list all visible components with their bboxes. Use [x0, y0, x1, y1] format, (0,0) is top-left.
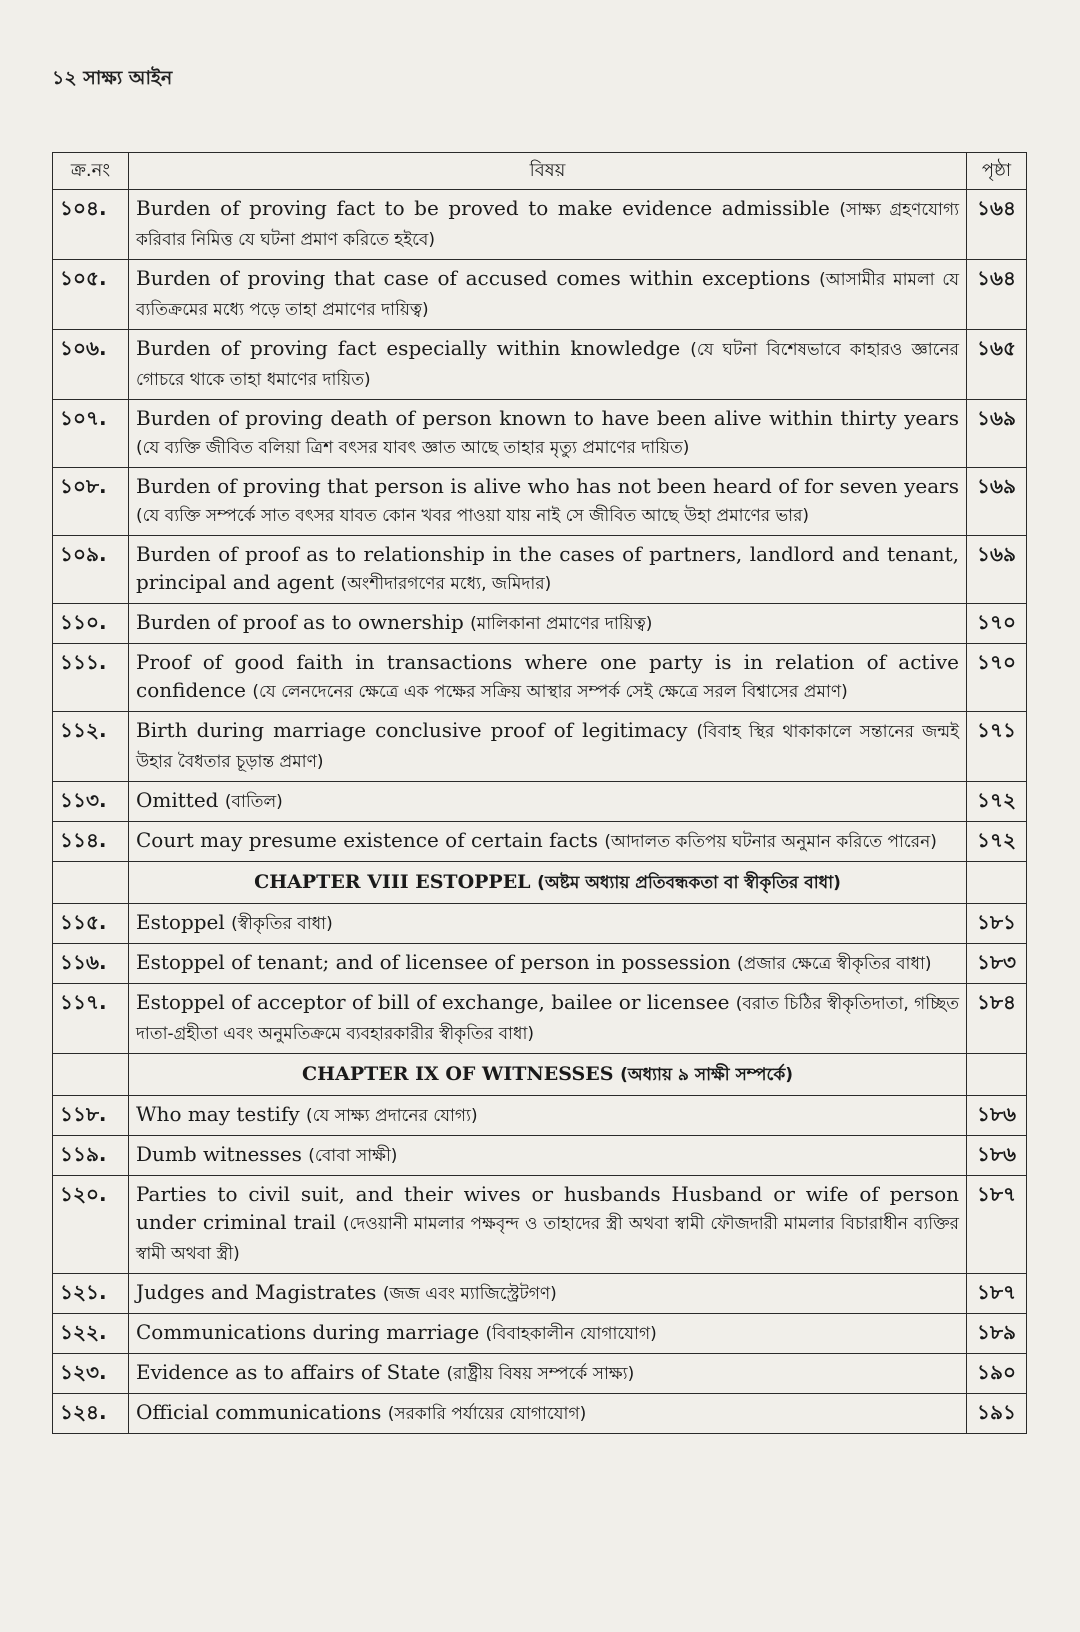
page-number: ১৭০ [967, 604, 1027, 644]
chapter-heading [129, 1054, 967, 1096]
section-number: ১১৪. [53, 822, 129, 862]
running-head: ১২ সাক্ষ্য আইন [52, 67, 173, 89]
section-number: ১১০. [53, 604, 129, 644]
section-title-en: Evidence as to affairs of State [136, 1360, 441, 1384]
page-number: ১৭১ [967, 712, 1027, 782]
page-number: ১৬৪ [967, 190, 1027, 260]
page-number: ১৮৪ [967, 984, 1027, 1054]
section-number: ১১৩. [53, 782, 129, 822]
section-title-bn: (মালিকানা প্রমাণের দায়িত্ব) [470, 614, 653, 634]
section-title-en: Parties to civil suit, and their wives or husbands Husband or wife of person under criminal trail [136, 1182, 959, 1234]
section-title-bn: (স্বীকৃতির বাধা) [231, 914, 333, 934]
page-number: ১৮৭ [967, 1176, 1027, 1274]
section-title-en: Burden of proof as to ownership [136, 610, 464, 634]
section-title-en: Dumb witnesses [136, 1142, 302, 1166]
section-number: ১১২. [53, 712, 129, 782]
section-title [129, 190, 967, 260]
chapter-page-cell [967, 862, 1027, 904]
section-title-bn: (যে ঘটনা বিশেষভাবে কাহারও জ্ঞানের গোচরে থাকে তাহা ধমাণের দায়িত) [136, 340, 959, 390]
section-title-bn: (বিবাহ স্থির থাকাকালে সন্তানের জন্মই উহার বৈধতার চূড়ান্ত প্রমাণ) [136, 722, 960, 772]
section-title [129, 1176, 967, 1274]
section-title-bn: (বোবা সাক্ষী) [308, 1146, 398, 1166]
section-title [129, 1136, 967, 1176]
toc-row [53, 604, 1027, 644]
section-title-bn: (যে ব্যক্তি জীবিত বলিয়া ত্রিশ বৎসর যাবৎ জ্ঞাত আছে তাহার মৃত্যু প্রমাণের দায়িত) [136, 438, 690, 458]
page-number: ১৭২ [967, 782, 1027, 822]
toc-row [53, 782, 1027, 822]
toc-header-row [53, 153, 1027, 190]
section-number: ১১৮. [53, 1096, 129, 1136]
section-title-bn: (জজ এবং ম্যাজিস্ট্রেটগণ) [382, 1284, 557, 1304]
toc-row [53, 1096, 1027, 1136]
chapter-blank-cell [53, 862, 129, 904]
toc-row [53, 1314, 1027, 1354]
section-title-bn: (রাষ্ট্রীয় বিষয় সম্পর্কে সাক্ষ্য) [446, 1364, 635, 1384]
section-title-bn: (সরকারি পর্যায়ের যোগাযোগ) [387, 1404, 587, 1424]
section-title-bn: (দেওয়ানী মামলার পক্ষবৃন্দ ও তাহাদের স্ত্রী অথবা স্বামী ফৌজদারী মামলার বিচারাধীন ব্যক্তির স্বামী অথবা স্ত্রী) [136, 1214, 959, 1264]
section-title-en: Estoppel of acceptor of bill of exchange, bailee or licensee [136, 990, 730, 1014]
toc-row [53, 1394, 1027, 1434]
chapter-title-bn: (অধ্যায় ৯ সাক্ষী সম্পর্কে) [620, 1065, 793, 1085]
section-title-en: Estoppel of tenant; and of licensee of person in possession [136, 950, 731, 974]
section-number: ১২৪. [53, 1394, 129, 1434]
table-of-contents [52, 152, 1027, 1434]
section-number: ১২৩. [53, 1354, 129, 1394]
page-number: ১৮৯ [967, 1314, 1027, 1354]
section-number: ১১৬. [53, 944, 129, 984]
section-title-en: Burden of proving that case of accused comes within exceptions [136, 266, 811, 290]
section-title-en: Burden of proving death of person known to have been alive within thirty years [136, 406, 959, 430]
chapter-title-bn: (অষ্টম অধ্যায় প্রতিবন্ধকতা বা স্বীকৃতির বাধা) [537, 873, 841, 893]
toc-row [53, 190, 1027, 260]
section-title [129, 536, 967, 604]
section-title [129, 904, 967, 944]
toc-row [53, 944, 1027, 984]
section-title [129, 468, 967, 536]
page-number: ১৭০ [967, 644, 1027, 712]
page-number: ১৬৯ [967, 536, 1027, 604]
toc-row [53, 712, 1027, 782]
toc-row [53, 644, 1027, 712]
chapter-heading-row [53, 862, 1027, 904]
header-subject: বিষয় [129, 153, 967, 190]
section-title-en: Birth during marriage conclusive proof of legitimacy [136, 718, 688, 742]
section-number: ১১৯. [53, 1136, 129, 1176]
toc-row [53, 822, 1027, 862]
chapter-title-en: CHAPTER IX OF WITNESSES [302, 1063, 614, 1085]
chapter-heading-row [53, 1054, 1027, 1096]
section-title [129, 400, 967, 468]
section-title-bn: (আদালত কতিপয় ঘটনার অনুমান করিতে পারেন) [604, 832, 937, 852]
section-title [129, 944, 967, 984]
section-title-en: Official communications [136, 1400, 382, 1424]
section-number: ১১৭. [53, 984, 129, 1054]
section-number: ১০৬. [53, 330, 129, 400]
toc-row [53, 984, 1027, 1054]
section-title-en: Burden of proving that person is alive who has not been heard of for seven years [136, 474, 959, 498]
page-number: ১৯০ [967, 1354, 1027, 1394]
section-title-bn: (বরাত চিঠির স্বীকৃতিদাতা, গচ্ছিত দাতা-গ্রহীতা এবং অনুমতিক্রমে ব্যবহারকারীর স্বীকৃতির বাধা) [136, 994, 960, 1044]
section-title-en: Burden of proving fact especially within knowledge [136, 336, 681, 360]
section-title-bn: (অংশীদারগণের মধ্যে, জমিদার) [340, 574, 552, 594]
chapter-title-en: CHAPTER VIII ESTOPPEL [254, 871, 531, 893]
section-title-en: Communications during marriage [136, 1320, 480, 1344]
section-title [129, 712, 967, 782]
section-title-en: Who may testify [136, 1102, 300, 1126]
header-serial-no: ক্র.নং [53, 153, 129, 190]
section-title [129, 984, 967, 1054]
section-title-bn: (বিবাহকালীন যোগাযোগ) [485, 1324, 657, 1344]
section-title-en: Court may presume existence of certain facts [136, 828, 598, 852]
page-number: ১৬৯ [967, 468, 1027, 536]
section-number: ১০৮. [53, 468, 129, 536]
section-number: ১১১. [53, 644, 129, 712]
toc-row [53, 468, 1027, 536]
toc-row [53, 1274, 1027, 1314]
page-number: ১৭২ [967, 822, 1027, 862]
section-title [129, 1274, 967, 1314]
section-title [129, 260, 967, 330]
page-number: ১৬৯ [967, 400, 1027, 468]
header-page: পৃষ্ঠা [967, 153, 1027, 190]
toc-row [53, 400, 1027, 468]
section-title [129, 1354, 967, 1394]
section-title-bn: (আসামীর মামলা যে ব্যতিক্রমের মধ্যে পড়ে তাহা প্রমাণের দায়িত্ব) [136, 270, 959, 320]
chapter-heading [129, 862, 967, 904]
page-number: ১৬৪ [967, 260, 1027, 330]
page-number: ১৬৫ [967, 330, 1027, 400]
toc-row [53, 1136, 1027, 1176]
section-number: ১২১. [53, 1274, 129, 1314]
page-number: ১৮৭ [967, 1274, 1027, 1314]
toc-row [53, 260, 1027, 330]
section-number: ১২০. [53, 1176, 129, 1274]
section-title-bn: (প্রজার ক্ষেত্রে স্বীকৃতির বাধা) [737, 954, 932, 974]
page-number: ১৯১ [967, 1394, 1027, 1434]
section-title-bn: (যে লেনদেনের ক্ষেত্রে এক পক্ষের সক্রিয় আস্থার সম্পর্ক সেই ক্ষেত্রে সরল বিশ্বাসের প্রমাণ) [252, 682, 848, 702]
section-title-en: Proof of good faith in transactions where one party is in relation of active confidence [136, 650, 959, 702]
toc-body [53, 190, 1027, 1434]
section-title [129, 1314, 967, 1354]
section-title-bn: (যে সাক্ষ্য প্রদানের যোগ্য) [306, 1106, 478, 1126]
toc-row [53, 1176, 1027, 1274]
section-number: ১১৫. [53, 904, 129, 944]
toc-table [52, 152, 1027, 1434]
toc-row [53, 536, 1027, 604]
section-title-bn: (সাক্ষ্য গ্রহণযোগ্য করিবার নিমিত্ত যে ঘটনা প্রমাণ করিতে হইবে) [136, 200, 960, 250]
toc-row [53, 904, 1027, 944]
section-title-en: Burden of proving fact to be proved to make evidence admissible [136, 196, 830, 220]
section-title [129, 644, 967, 712]
section-title-en: Judges and Magistrates [136, 1280, 377, 1304]
section-number: ১২২. [53, 1314, 129, 1354]
page-number: ১৮৩ [967, 944, 1027, 984]
section-title-en: Omitted [136, 788, 219, 812]
section-number: ১০৯. [53, 536, 129, 604]
toc-row [53, 1354, 1027, 1394]
section-number: ১০৭. [53, 400, 129, 468]
section-title-bn: (যে ব্যক্তি সম্পর্কে সাত বৎসর যাবত কোন খবর পাওয়া যায় নাই সে জীবিত আছে উহা প্রমাণের ভার) [136, 506, 810, 526]
section-number: ১০৪. [53, 190, 129, 260]
section-title [129, 1096, 967, 1136]
section-title [129, 782, 967, 822]
chapter-blank-cell [53, 1054, 129, 1096]
page-number: ১৮৬ [967, 1136, 1027, 1176]
section-title [129, 330, 967, 400]
section-title-en: Estoppel [136, 910, 225, 934]
section-title [129, 1394, 967, 1434]
chapter-page-cell [967, 1054, 1027, 1096]
section-number: ১০৫. [53, 260, 129, 330]
section-title-en: Burden of proof as to relationship in the cases of partners, landlord and tenant, principal and agent [136, 542, 959, 594]
section-title [129, 822, 967, 862]
page-number: ১৮১ [967, 904, 1027, 944]
toc-row [53, 330, 1027, 400]
section-title [129, 604, 967, 644]
page-number: ১৮৬ [967, 1096, 1027, 1136]
section-title-bn: (বাতিল) [224, 792, 283, 812]
